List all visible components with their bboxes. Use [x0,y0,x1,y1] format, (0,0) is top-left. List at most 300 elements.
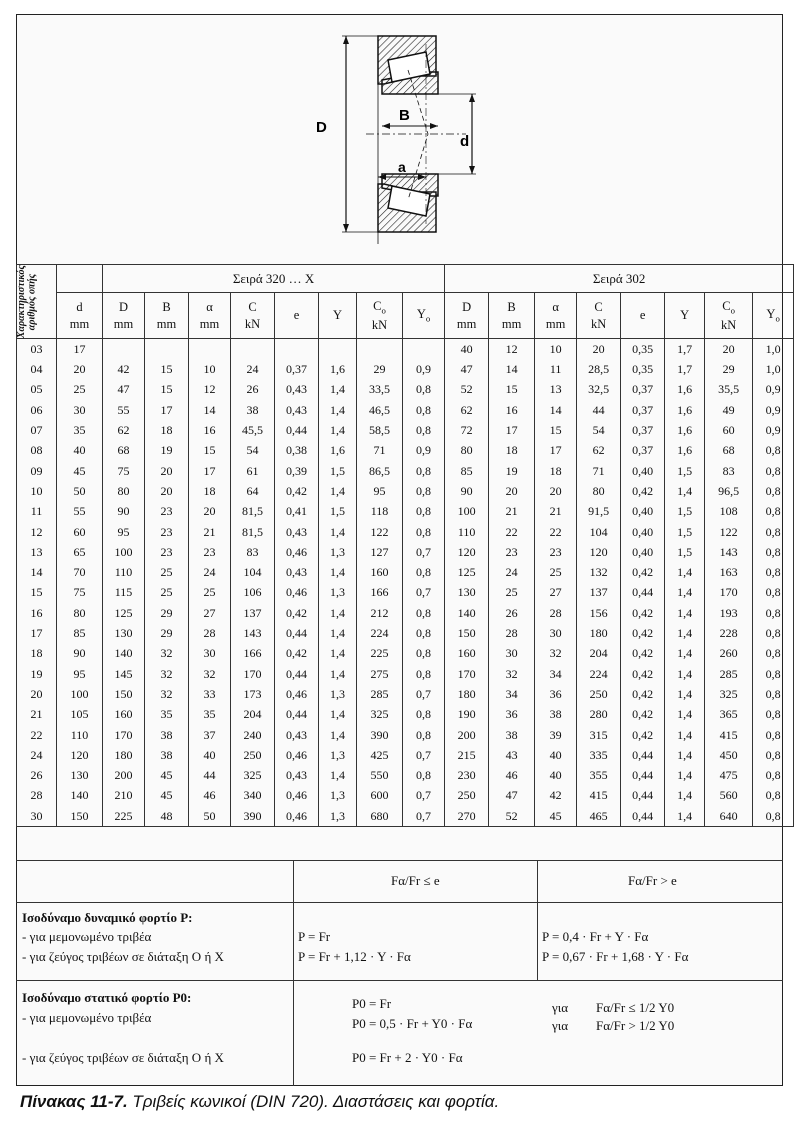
column-unit: mm [113,316,134,331]
table-cell: 75 [103,461,145,481]
label-a: a [398,159,406,175]
table-cell: 0,8 [753,441,794,461]
table-cell: 0,37 [275,360,319,380]
table-cell: 29 [357,360,403,380]
table-cell: 1,4 [319,380,357,400]
table-cell: 35 [57,420,103,440]
table-cell: 83 [705,461,753,481]
table-cell: 105 [57,705,103,725]
table-cell: 20 [705,339,753,360]
table-cell: 0,8 [403,461,445,481]
table-row [17,360,794,380]
static-cond-1: Fα/Fr ≤ 1/2 Y0 [596,1000,675,1015]
table-cell: 24 [17,745,57,765]
table-cell: 52 [489,806,535,827]
table-row [17,806,794,827]
table-cell: 45 [145,765,189,785]
table-cell: 21 [535,502,577,522]
table-cell: 80 [445,441,489,461]
table-cell: 122 [357,522,403,542]
column-symbol: Y [332,308,343,323]
table-cell: 50 [189,806,231,827]
table-cell: 38 [231,400,275,420]
column-unit: kN [371,318,388,332]
table-cell: 33,5 [357,380,403,400]
caption-label: Πίνακας 11-7. [20,1092,128,1111]
table-cell: 70 [57,562,103,582]
table-row [17,786,794,806]
column-unit: mm [199,316,220,331]
column-header [319,293,357,339]
column-unit: mm [545,316,566,331]
table-cell: 132 [577,562,621,582]
table-cell: 25 [189,583,231,603]
table-cell [403,339,445,360]
table-cell: 0,8 [403,380,445,400]
table-cell: 1,3 [319,786,357,806]
table-cell: 1,4 [665,623,705,643]
table-cell: 1,4 [319,765,357,785]
caption-text: Τριβείς κωνικοί (DIN 720). Διαστάσεις και φορτία. [127,1092,500,1111]
table-cell: 0,8 [403,522,445,542]
dynamic-title: Ισοδύναμο δυναμικό φορτίο P: [22,910,193,925]
table-cell: 05 [17,380,57,400]
column-header [445,293,489,339]
column-header-row [17,293,794,339]
table-row [17,339,794,360]
code-header [17,265,57,339]
table-cell: 0,43 [275,522,319,542]
table-cell: 1,4 [665,745,705,765]
table-cell: 160 [103,705,145,725]
table-cell: 24 [489,562,535,582]
table-cell: 0,42 [621,725,665,745]
table-cell: 10 [189,360,231,380]
table-cell: 0,9 [753,380,794,400]
table-cell: 1,4 [319,623,357,643]
column-symbol: D [462,299,472,314]
condition-right: Fα/Fr > e [628,873,677,888]
table-cell: 40 [57,441,103,461]
table-row [17,725,794,745]
table-cell: 90 [57,644,103,664]
table-cell: 60 [57,522,103,542]
table-cell: 10 [535,339,577,360]
table-cell: 106 [231,583,275,603]
label-d: d [460,133,470,150]
column-symbol: d [76,299,83,314]
table-cell: 23 [145,522,189,542]
table-cell: 1,3 [319,684,357,704]
table-cell: 166 [231,644,275,664]
table-cell: 0,8 [753,765,794,785]
table-cell: 1,5 [665,502,705,522]
table-cell: 80 [577,481,621,501]
table-cell [189,339,231,360]
table-cell: 0,8 [753,542,794,562]
table-cell: 270 [445,806,489,827]
table-cell: 19 [17,664,57,684]
column-symbol: B [162,299,171,314]
table-cell: 115 [103,583,145,603]
table-cell: 15 [189,441,231,461]
table-cell: 0,8 [753,562,794,582]
table-cell: 0,9 [753,400,794,420]
table-cell: 228 [705,623,753,643]
table-cell: 45 [145,786,189,806]
table-cell: 0,44 [275,664,319,684]
table-row [17,502,794,522]
table-cell: 0,7 [403,745,445,765]
table-cell: 0,43 [275,562,319,582]
table-cell: 125 [445,562,489,582]
table-cell: 28,5 [577,360,621,380]
table-cell: 0,44 [275,623,319,643]
table-cell: 20 [17,684,57,704]
table-cell: 1,4 [665,583,705,603]
table-cell: 0,8 [403,400,445,420]
table-cell: 12 [189,380,231,400]
table-cell: 62 [103,420,145,440]
table-cell: 22 [535,522,577,542]
static-cond-2-pre: για [552,1018,569,1033]
table-cell: 156 [577,603,621,623]
table-cell: 0,8 [753,623,794,643]
table-cell: 54 [231,441,275,461]
column-symbol: B [507,299,516,314]
table-cell: 0,42 [621,705,665,725]
table-cell: 23 [189,542,231,562]
table-cell: 0,43 [275,725,319,745]
table-cell: 166 [357,583,403,603]
table-cell: 85 [57,623,103,643]
table-cell: 23 [145,502,189,522]
table-cell: 0,37 [621,380,665,400]
table-cell: 35 [145,705,189,725]
table-cell: 1,4 [665,786,705,806]
table-cell: 285 [357,684,403,704]
column-header [403,293,445,339]
column-header [231,293,275,339]
table-cell: 28 [535,603,577,623]
table-cell: 68 [705,441,753,461]
table-cell: 36 [489,705,535,725]
table-cell: 45 [535,806,577,827]
table-cell: 0,9 [403,360,445,380]
table-cell: 225 [357,644,403,664]
table-cell: 1,5 [665,461,705,481]
table-cell: 32,5 [577,380,621,400]
table-cell: 72 [445,420,489,440]
table-cell: 61 [231,461,275,481]
table-cell: 140 [57,786,103,806]
table-cell: 160 [357,562,403,582]
table-cell: 190 [445,705,489,725]
table-cell: 25 [57,380,103,400]
table-cell: 0,8 [753,522,794,542]
table-row [17,400,794,420]
table-cell: 0,40 [621,502,665,522]
table-cell: 104 [231,562,275,582]
table-cell: 17 [145,400,189,420]
table-cell: 450 [705,745,753,765]
dyn-formula-left-2: P = Fr + 1,12 · Y · Fα [298,949,411,964]
table-cell: 26 [17,765,57,785]
table-cell: 28 [17,786,57,806]
label-B: B [399,107,410,124]
table-cell: 224 [357,623,403,643]
table-cell: 1,4 [319,522,357,542]
table-cell: 125 [103,603,145,623]
table-cell: 16 [189,420,231,440]
table-cell: 335 [577,745,621,765]
table-row [17,461,794,481]
table-cell: 08 [17,441,57,461]
table-cell: 425 [357,745,403,765]
table-cell: 1,6 [319,360,357,380]
table-cell: 29 [705,360,753,380]
table-cell: 62 [445,400,489,420]
table-cell: 0,43 [275,400,319,420]
table-row [17,644,794,664]
table-cell: 30 [489,644,535,664]
table-cell: 45 [57,461,103,481]
table-cell: 35,5 [705,380,753,400]
table-cell: 17 [17,623,57,643]
table-cell: 365 [705,705,753,725]
table-cell: 13 [17,542,57,562]
table-cell: 240 [231,725,275,745]
table-cell: 0,46 [275,583,319,603]
table-cell: 11 [535,360,577,380]
table-cell: 325 [705,684,753,704]
table-cell: 11 [17,502,57,522]
table-cell: 1,0 [753,360,794,380]
table-cell: 91,5 [577,502,621,522]
table-cell: 465 [577,806,621,827]
table-cell: 21 [189,522,231,542]
column-unit: mm [69,316,90,331]
table-cell: 15 [535,420,577,440]
table-cell: 1,4 [319,644,357,664]
label-D: D [316,119,327,136]
dyn-formula-left-1: P = Fr [298,929,331,944]
table-cell: 0,7 [403,786,445,806]
table-cell: 1,4 [319,725,357,745]
table-cell: 34 [489,684,535,704]
static-formula-2: P0 = 0,5 · Fr + Y0 · Fα [352,1016,473,1031]
table-cell: 13 [535,380,577,400]
table-row [17,705,794,725]
table-cell: 390 [357,725,403,745]
table-cell: 30 [189,644,231,664]
table-cell: 71 [577,461,621,481]
column-header [665,293,705,339]
table-cell: 0,35 [621,339,665,360]
table-row [17,623,794,643]
table-cell: 46 [489,765,535,785]
table-cell: 38 [145,725,189,745]
table-cell: 10 [17,481,57,501]
table-cell: 47 [489,786,535,806]
column-header [489,293,535,339]
column-unit: kN [590,316,607,331]
table-cell: 09 [17,461,57,481]
table-cell: 1,4 [665,603,705,623]
table-row [17,664,794,684]
table-cell: 0,42 [275,603,319,623]
table-cell: 95 [57,664,103,684]
table-cell: 04 [17,360,57,380]
table-cell: 48 [145,806,189,827]
table-cell: 340 [231,786,275,806]
table-cell: 15 [17,583,57,603]
table-cell: 38 [535,705,577,725]
table-cell: 280 [577,705,621,725]
table-cell [275,339,319,360]
table-cell: 1,5 [665,522,705,542]
table-cell: 0,9 [403,441,445,461]
table-cell: 80 [57,603,103,623]
table-cell: 15 [145,380,189,400]
table-row [17,603,794,623]
table-cell: 42 [535,786,577,806]
table-cell: 1,4 [319,664,357,684]
table-cell: 12 [17,522,57,542]
bearing-table [16,264,794,827]
table-cell: 1,4 [319,481,357,501]
table-cell: 68 [103,441,145,461]
table-cell [145,339,189,360]
table-cell: 0,40 [621,542,665,562]
table-cell: 65 [57,542,103,562]
column-symbol: e [293,308,300,323]
table-cell: 122 [705,522,753,542]
table-cell: 110 [103,562,145,582]
table-cell [231,339,275,360]
table-cell: 55 [57,502,103,522]
table-cell: 475 [705,765,753,785]
table-cell: 0,8 [403,725,445,745]
table-cell: 32 [145,644,189,664]
table-cell: 20 [535,481,577,501]
table-cell: 0,8 [403,623,445,643]
column-symbol: α [552,299,559,314]
table-cell: 100 [57,684,103,704]
condition-left: Fα/Fr ≤ e [391,873,440,888]
column-header [57,293,103,339]
table-cell: 1,6 [665,400,705,420]
table-cell: 18 [17,644,57,664]
column-symbol-sub: o [425,313,431,324]
table-cell: 32 [145,684,189,704]
table-cell: 315 [577,725,621,745]
column-symbol: Y [416,307,426,322]
table-cell: 130 [57,765,103,785]
table-cell: 15 [489,380,535,400]
table-cell: 180 [103,745,145,765]
table-cell: 137 [577,583,621,603]
table-cell: 1,4 [665,806,705,827]
table-cell: 0,8 [403,765,445,785]
table-cell: 0,8 [403,502,445,522]
table-cell: 0,42 [621,603,665,623]
table-cell: 224 [577,664,621,684]
table-cell: 20 [145,481,189,501]
table-cell: 0,42 [621,481,665,501]
table-cell: 120 [577,542,621,562]
table-cell: 90 [445,481,489,501]
table-cell: 16 [489,400,535,420]
table-cell: 285 [705,664,753,684]
table-cell: 163 [705,562,753,582]
table-cell: 275 [357,664,403,684]
table-cell: 14 [489,360,535,380]
table-cell: 90 [103,502,145,522]
table-cell: 21 [489,502,535,522]
table-cell: 180 [577,623,621,643]
column-symbol: Y [766,307,776,322]
table-cell: 28 [189,623,231,643]
table-cell: 1,3 [319,583,357,603]
table-cell: 17 [535,441,577,461]
table-cell: 32 [145,664,189,684]
table-cell: 52 [445,380,489,400]
table-cell: 0,43 [275,765,319,785]
table-row [17,562,794,582]
table-cell: 108 [705,502,753,522]
column-header [535,293,577,339]
table-cell: 80 [103,481,145,501]
table-cell: 0,42 [275,481,319,501]
table-cell: 22 [17,725,57,745]
table-cell: 260 [705,644,753,664]
table-cell: 44 [189,765,231,785]
table-cell: 1,6 [665,420,705,440]
table-cell: 250 [445,786,489,806]
table-row [17,522,794,542]
column-header [621,293,665,339]
table-cell: 38 [489,725,535,745]
table-cell: 0,8 [753,502,794,522]
column-symbol: D [118,299,129,314]
table-cell: 71 [357,441,403,461]
table-cell [103,339,145,360]
table-cell: 18 [189,481,231,501]
table-cell: 0,40 [621,522,665,542]
table-cell: 1,4 [665,725,705,745]
table-cell: 37 [189,725,231,745]
table-cell: 0,8 [753,786,794,806]
table-row [17,420,794,440]
table-cell: 46 [189,786,231,806]
table-cell: 1,0 [753,339,794,360]
table-cell: 0,8 [403,644,445,664]
table-cell: 550 [357,765,403,785]
table-cell: 20 [57,360,103,380]
table-cell: 0,37 [621,441,665,461]
table-cell: 29 [145,603,189,623]
table-cell: 250 [231,745,275,765]
table-cell: 110 [445,522,489,542]
column-unit: mm [456,316,477,331]
dynamic-single-label: - για μεμονωμένο τριβέα [22,929,152,944]
static-pair-label: - για ζεύγος τριβέων σε διάταξη Ο ή Χ [22,1050,224,1065]
table-cell: 0,42 [621,562,665,582]
table-cell: 170 [445,664,489,684]
table-cell: 81,5 [231,522,275,542]
table-cell [319,339,357,360]
